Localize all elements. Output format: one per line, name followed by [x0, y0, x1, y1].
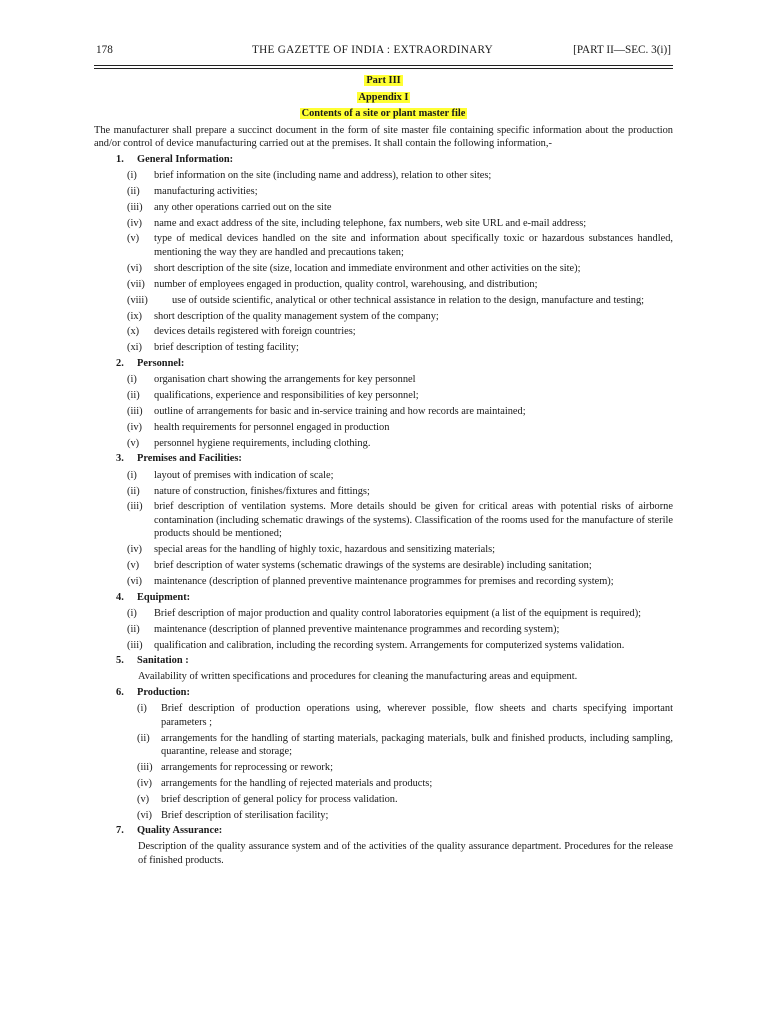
section-heading: 7. Quality Assurance:	[116, 825, 223, 837]
list-item: (i) layout of premises with indication of scale;	[127, 469, 334, 481]
list-item: (iii) brief description of ventilation systems. More details should be given for critical areas with potential risks of airborne contamination (including schematic drawings of the systems). Classification of the rooms used for the manufacture of sterile products should be mentioned;	[127, 501, 673, 540]
section-heading: 5. Sanitation :	[116, 655, 189, 667]
list-item: (viii) use of outside scientific, analytical or other technical assistance in relation to the design, manufacture and testing;	[127, 294, 645, 306]
page-number: 178	[96, 44, 113, 56]
list-item: (iv) health requirements for personnel engaged in production	[127, 421, 390, 433]
list-item: (ii) nature of construction, finishes/fixtures and fittings;	[127, 485, 370, 497]
section-heading: 4. Equipment:	[116, 591, 191, 603]
list-item: (x) devices details registered with foreign countries;	[127, 326, 356, 338]
list-item: (ix) short description of the quality management system of the company;	[127, 310, 439, 322]
section-heading: 6. Production:	[116, 686, 190, 698]
list-item: (ii) maintenance (description of planned preventive maintenance programmes and recording system);	[127, 623, 560, 635]
section-list	[94, 702, 673, 822]
list-item: (vi) Brief description of sterilisation facility;	[137, 809, 329, 821]
list-item: (i) Brief description of major production and quality control laboratories equipment (a list of the equipment is required);	[127, 607, 642, 619]
list-item: (vi) short description of the site (size, location and immediate environment and other activities on the site);	[127, 262, 581, 274]
list-item: (iv) name and exact address of the site, including telephone, fax numbers, web site URL and e-mail address;	[127, 217, 587, 229]
section-paragraph: Availability of written specifications and procedures for cleaning the manufacturing areas and equipment.	[138, 671, 578, 683]
gazette-title: THE GAZETTE OF INDIA : EXTRAORDINARY	[252, 44, 494, 56]
list-item: (v) brief description of general policy for process validation.	[137, 793, 398, 805]
header-rule-thick	[94, 65, 673, 66]
section-list	[94, 607, 673, 652]
intro-paragraph: The manufacturer shall prepare a succinct document in the form of site master file containing specific information about the production and/or control of device manufacturing carried out at the premises. It shall contain the following information,-	[94, 124, 673, 149]
section-list	[94, 169, 673, 355]
section-list	[94, 469, 673, 589]
section-list	[94, 373, 673, 450]
list-item: (i) organisation chart showing the arrangements for key personnel	[127, 374, 416, 386]
section-heading: 2. Personnel:	[116, 357, 185, 369]
contents-heading: Contents of a site or plant master file	[301, 108, 466, 119]
list-item: (xi) brief description of testing facility;	[127, 342, 299, 354]
list-item: (v) personnel hygiene requirements, including clothing.	[127, 437, 371, 449]
section-paragraph: Description of the quality assurance system and of the activities of the quality assurance department. Procedures for the release of finished products.	[138, 841, 673, 866]
list-item: (iii) outline of arrangements for basic and in-service training and how records are maintained;	[127, 405, 526, 417]
list-item: (i) Brief description of production operations using, wherever possible, flow sheets and charts specifying important parameters ;	[137, 703, 673, 728]
appendix-heading: Appendix I	[358, 91, 409, 103]
list-item: (ii) arrangements for the handling of starting materials, packaging materials, bulk and finished products, including sampling, quarantine, release and storage;	[137, 732, 673, 758]
list-item: (iv) special areas for the handling of highly toxic, hazardous and sensitizing materials;	[127, 544, 496, 556]
list-item: (ii) manufacturing activities;	[127, 185, 258, 197]
list-item: (v) type of medical devices handled on the site and information about specifically toxic or hazardous substances handled, mentioning the way they are handled and precautions taken;	[127, 233, 673, 258]
list-item: (v) brief description of water systems (schematic drawings of the systems are desirable) including sanitation;	[127, 560, 592, 572]
page-header	[94, 44, 673, 62]
section-heading: 3. Premises and Facilities:	[116, 453, 242, 465]
list-item: (i) brief information on the site (including name and address), relation to other sites;	[127, 169, 492, 181]
list-item: (iii) arrangements for reprocessing or rework;	[137, 761, 333, 773]
list-item: (vii) number of employees engaged in production, quality control, warehousing, and distribution;	[127, 278, 538, 290]
list-item: (iii) qualification and calibration, including the recording system. Arrangements for computerized systems validation.	[127, 639, 625, 651]
list-item: (iii) any other operations carried out on the site	[127, 201, 332, 213]
header-rule-thin	[94, 68, 673, 69]
section-heading: 1. General Information:	[116, 153, 234, 165]
list-item: (vi) maintenance (description of planned preventive maintenance programmes for premises and recording system);	[127, 576, 614, 588]
gazette-page	[94, 0, 673, 867]
section-reference: [PART II—SEC. 3(i)]	[573, 44, 671, 56]
list-item: (ii) qualifications, experience and responsibilities of key personnel;	[127, 390, 419, 402]
list-item: (iv) arrangements for the handling of rejected materials and products;	[137, 777, 433, 789]
part-heading: Part III	[366, 75, 401, 86]
